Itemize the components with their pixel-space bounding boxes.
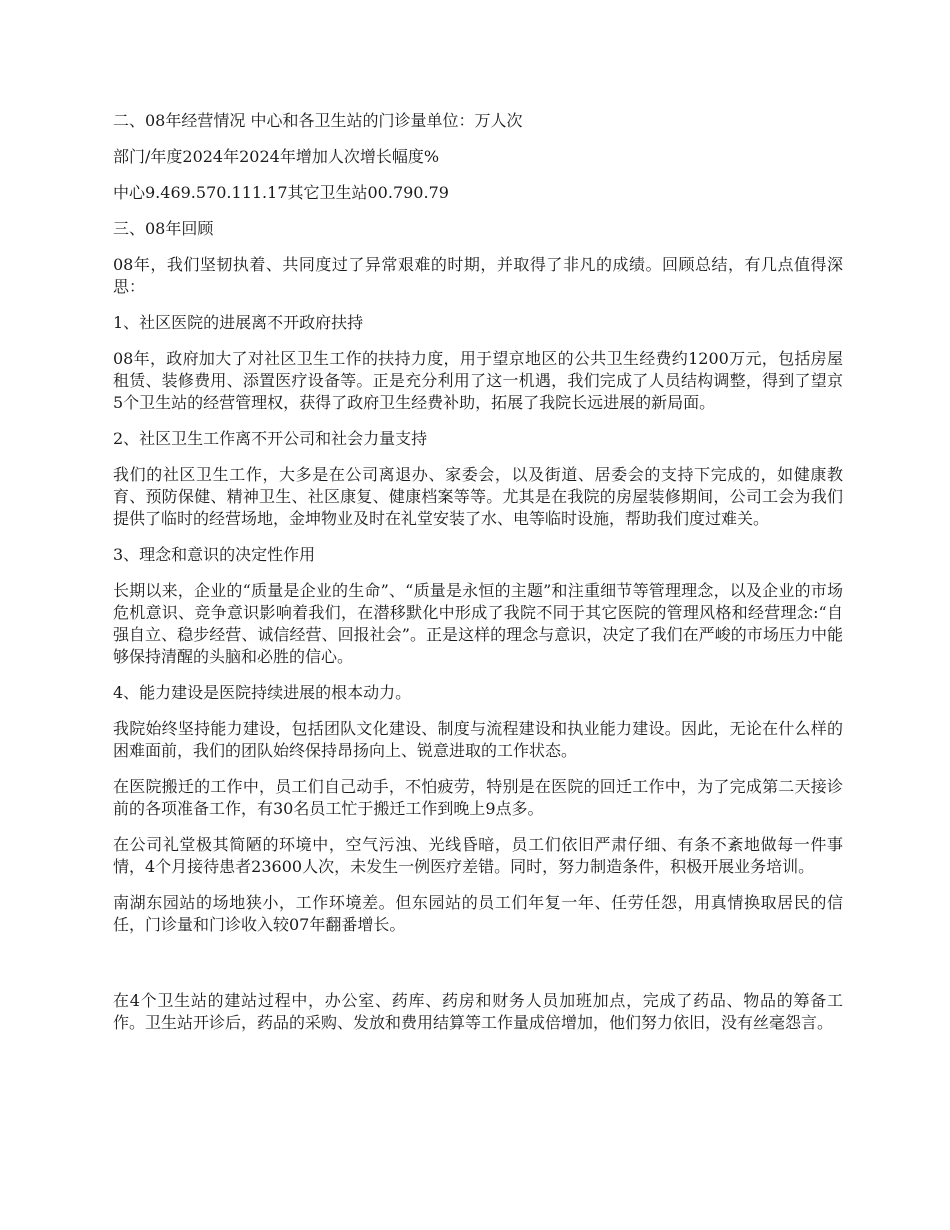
subheading-government-support: 1、社区医院的进展离不开政府扶持	[113, 313, 364, 332]
capacity-building-paragraph: 我院始终坚持能力建设，包括团队文化建设、制度与流程建设和执业能力建设。因此，无论在什么样的困难面前，我们的团队始终保持昂扬向上、锐意进取的工作状态。	[113, 719, 843, 760]
review-intro-paragraph: 08年，我们坚韧执着、共同度过了异常艰难的时期，并取得了非凡的成绩。回顾总结，有几点值得深思：	[113, 255, 843, 296]
dongyuan-station-paragraph: 南湖东园站的场地狭小，工作环境差。但东园站的员工们年复一年、任劳任怨，用真情换取居民的信任，门诊量和门诊收入较07年翻番增长。	[113, 893, 843, 934]
section-heading-review: 三、08年回顾	[113, 219, 214, 238]
subheading-capacity-building: 4、能力建设是医院持续进展的根本动力。	[113, 683, 412, 702]
table-data-line: 中心9.469.570.111.17其它卫生站00.790.79	[113, 183, 449, 202]
philosophy-paragraph: 长期以来，企业的“质量是企业的生命”、“质量是永恒的主题”和注重细节等管理理念，以及企业的市场危机意识、竞争意识影响着我们，在潜移默化中形成了我院不同于其它医院的管理风格和经营理念:“自强自立、稳步经营、诚信经营、回报社会”。正是这样的理念与意识，决定了我们在严峻的市场压力中能够保持清醒的头脑和必胜的信心。	[113, 581, 843, 666]
subheading-philosophy: 3、理念和意识的决定性作用	[113, 545, 316, 564]
subheading-company-support: 2、社区卫生工作离不开公司和社会力量支持	[113, 429, 428, 448]
government-support-paragraph: 08年，政府加大了对社区卫生工作的扶持力度，用于望京地区的公共卫生经费约1200万元，包括房屋租赁、装修费用、添置医疗设备等。正是充分利用了这一机遇，我们完成了人员结构调整，得到了望京5个卫生站的经营管理权，获得了政府卫生经费补助，拓展了我院长远进展的新局面。	[113, 349, 843, 412]
company-support-paragraph: 我们的社区卫生工作，大多是在公司离退办、家委会，以及街道、居委会的支持下完成的，如健康教育、预防保健、精神卫生、社区康复、健康档案等等。尤其是在我院的房屋装修期间，公司工会为我们提供了临时的经营场地，金坤物业及时在礼堂安装了水、电等临时设施，帮助我们度过难关。	[113, 465, 843, 528]
blank-gap	[113, 950, 843, 990]
section-heading-operations: 二、08年经营情况 中心和各卫生站的门诊量单位：万人次	[113, 111, 523, 130]
table-header-line: 部门/年度2024年2024年增加人次增长幅度%	[113, 147, 440, 166]
document-body	[113, 110, 843, 1048]
relocation-paragraph: 在医院搬迁的工作中，员工们自己动手，不怕疲劳，特别是在医院的回迁工作中，为了完成第二天接诊前的各项准备工作，有30名员工忙于搬迁工作到晚上9点多。	[113, 777, 843, 818]
station-building-paragraph: 在4个卫生站的建站过程中，办公室、药库、药房和财务人员加班加点，完成了药品、物品的筹备工作。卫生站开诊后，药品的采购、发放和费用结算等工作量成倍增加，他们努力依旧，没有丝毫怨言。	[113, 991, 843, 1032]
auditorium-paragraph: 在公司礼堂极其简陋的环境中，空气污浊、光线昏暗，员工们依旧严肃仔细、有条不紊地做每一件事情，4个月接待患者23600人次，未发生一例医疗差错。同时，努力制造条件，积极开展业务培训。	[113, 835, 843, 876]
